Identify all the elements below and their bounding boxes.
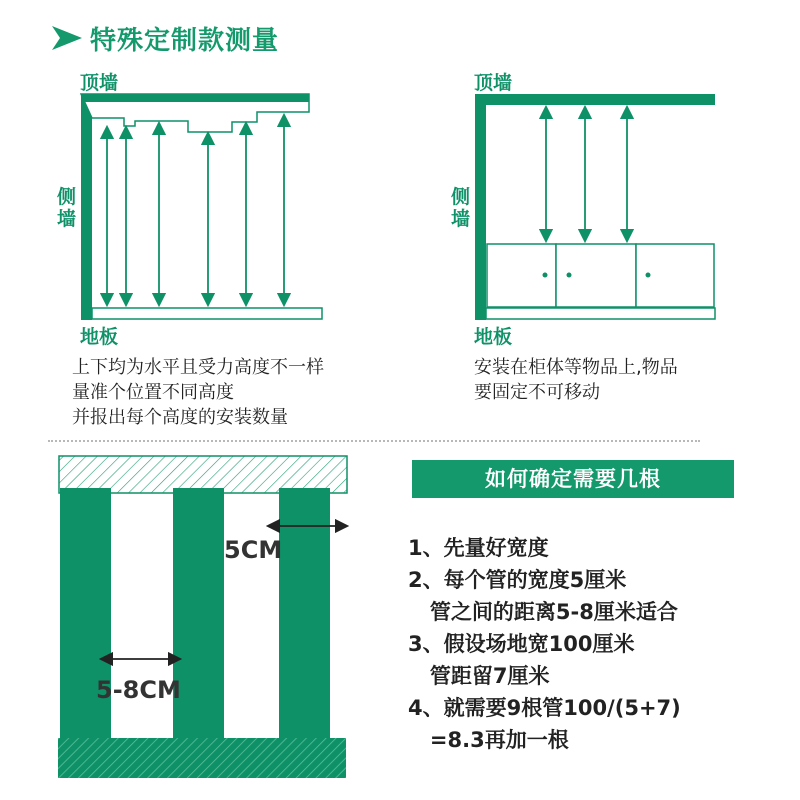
how-many-banner: 如何确定需要几根 bbox=[412, 460, 734, 498]
step-line: 管距留7厘米 bbox=[408, 664, 550, 688]
side-wall-right bbox=[475, 94, 486, 320]
page-title: 特殊定制款测量 bbox=[90, 26, 280, 56]
floor-right bbox=[486, 308, 715, 319]
floor-label-left: 地板 bbox=[80, 326, 119, 348]
side-wall-label-left: 侧墙 bbox=[57, 186, 77, 230]
floor-block bbox=[58, 738, 346, 778]
note-line: 要固定不可移动 bbox=[474, 382, 600, 403]
ceiling-label-left: 顶墙 bbox=[80, 72, 119, 94]
ceiling-block bbox=[59, 456, 347, 493]
pipe-width-label: 5CM bbox=[224, 536, 283, 564]
step-line: 3、假设场地宽100厘米 bbox=[408, 632, 635, 656]
note-line: 上下均为水平且受力高度不一样 bbox=[72, 357, 324, 378]
step-line: =8.3再加一根 bbox=[408, 728, 569, 752]
left-note bbox=[72, 355, 324, 430]
step-line: 2、每个管的宽度5厘米 bbox=[408, 568, 627, 592]
pipe-spacing-diagram bbox=[0, 440, 400, 800]
side-wall-label-right: 侧墙 bbox=[451, 186, 471, 230]
right-note bbox=[474, 355, 678, 405]
step-line: 管之间的距离5-8厘米适合 bbox=[408, 600, 678, 624]
ceiling-label-right: 顶墙 bbox=[474, 72, 513, 94]
floor-label-right: 地板 bbox=[474, 326, 513, 348]
note-line: 安装在柜体等物品上,物品 bbox=[474, 357, 678, 378]
cabinet bbox=[487, 244, 714, 307]
gap-label: 5-8CM bbox=[96, 676, 181, 704]
steps-list bbox=[408, 532, 788, 756]
step-line: 4、就需要9根管100/(5+7) bbox=[408, 696, 681, 720]
floor-left bbox=[92, 308, 322, 319]
note-line: 并报出每个高度的安装数量 bbox=[72, 407, 288, 428]
note-line: 量准个位置不同高度 bbox=[72, 382, 234, 403]
side-wall-left bbox=[81, 94, 92, 320]
ceiling-right bbox=[475, 94, 715, 105]
step-line: 1、先量好宽度 bbox=[408, 536, 549, 560]
